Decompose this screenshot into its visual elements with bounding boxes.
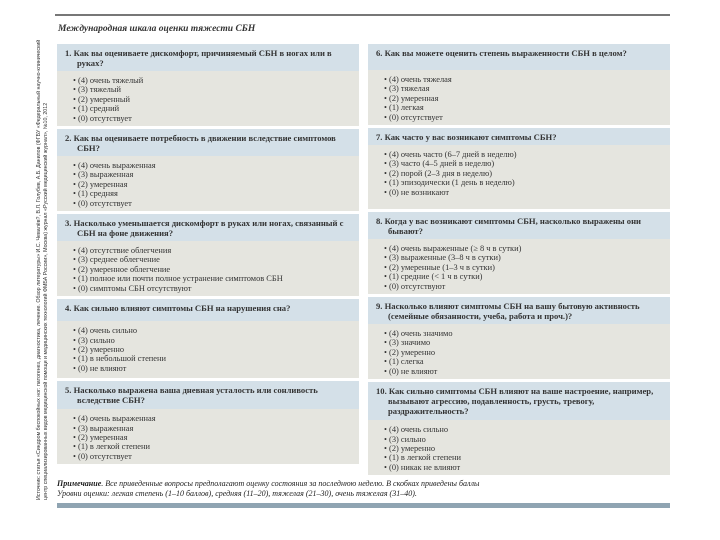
answer-option: • (0) отсутствует — [73, 199, 353, 208]
answer-option: • (2) умеренно — [384, 348, 664, 357]
question-text: 8. Когда у вас возникают симптомы СБН, насколько выражены они бывают? — [376, 216, 641, 237]
answer-list — [368, 145, 670, 209]
answer-option: • (2) умеренные (1–3 ч в сутки) — [384, 263, 664, 272]
answer-option: • (3) тяжелая — [384, 84, 664, 93]
question-block — [368, 128, 670, 209]
answer-option: • (1) средний — [73, 104, 353, 113]
answer-option: • (0) не влияют — [384, 367, 664, 376]
question-text: 10. Как сильно симптомы СБН влияют на ваше настроение, например, вызывают агрессию, подавленность, грусть, тревогу, раздражительность? — [376, 386, 654, 417]
question-block — [57, 299, 359, 378]
answer-option: • (2) умеренно — [384, 444, 664, 453]
question-header — [57, 381, 359, 409]
answer-option: • (4) очень значимо — [384, 329, 664, 338]
question-text: 3. Насколько уменьшается дискомфорт в руках или ногах, связанный с СБН на фоне движения? — [65, 218, 344, 239]
answer-option: • (4) очень тяжелый — [73, 76, 353, 85]
answer-option: • (3) среднее облегчение — [73, 255, 353, 264]
answer-option: • (1) легкая — [384, 103, 664, 112]
answer-option: • (4) очень выраженная — [73, 161, 353, 170]
note — [57, 479, 669, 499]
answer-option: • (0) не влияют — [73, 364, 353, 373]
question-header — [368, 382, 670, 420]
answer-option: • (4) очень часто (6–7 дней в неделю) — [384, 150, 664, 159]
question-block — [57, 214, 359, 296]
answer-option: • (4) очень сильно — [384, 425, 664, 434]
question-text: 1. Как вы оцениваете дискомфорт, причиняемый СБН в ногах или в руках? — [65, 48, 332, 68]
scale-table — [57, 44, 670, 508]
answer-option: • (1) средние (< 1 ч в сутки) — [384, 272, 664, 281]
question-text: 5. Насколько выражена ваша дневная усталость или сонливость вследствие СБН? — [65, 385, 318, 406]
answer-option: • (1) эпизодически (1 день в неделю) — [384, 178, 664, 187]
question-text: 6. Как вы можете оценить степень выраженности СБН в целом? — [376, 48, 627, 58]
answer-option: • (4) очень выраженные (≥ 8 ч в сутки) — [384, 244, 664, 253]
answer-option: • (0) отсутствуют — [384, 282, 664, 291]
page-title: Международная шкала оценки тяжести СБН — [58, 24, 256, 34]
answer-option: • (2) умеренное облегчение — [73, 265, 353, 274]
answer-list — [368, 70, 670, 125]
answer-option: • (0) не возникают — [384, 188, 664, 197]
answer-option: • (1) в легкой степени — [384, 453, 664, 462]
answer-list — [368, 420, 670, 475]
question-header — [57, 214, 359, 241]
question-block — [57, 129, 359, 211]
question-block — [57, 44, 359, 126]
answer-option: • (0) отсутствует — [384, 113, 664, 122]
question-header — [368, 212, 670, 239]
question-block — [368, 212, 670, 294]
top-rule — [55, 14, 670, 16]
question-block — [368, 44, 670, 125]
answer-option: • (2) умеренная — [73, 180, 353, 189]
answer-option: • (3) сильно — [384, 435, 664, 444]
answer-option: • (2) умеренно — [73, 345, 353, 354]
source-caption: Источник: статья «Синдром беспокойных ног: патогенез, диагностика, лечение. Обзор литературы» И.С. Чевалёв?, В.Л. Голубев, А.Б. Данилов (ФГБУ «Федеральный научно-клинический центр специализированных видов медицинской помощи и медицинских технологий ФМБА России», Москва) журнал «Русский медицинский журнал», №10, 2012 — [36, 39, 49, 500]
answer-option: • (1) в небольшой степени — [73, 354, 353, 363]
question-header — [368, 297, 670, 324]
question-text: 9. Насколько влияют симптомы СБН на вашу бытовую активность (семейные обязанности, учеба, работа и проч.)? — [376, 301, 640, 322]
answer-list — [368, 324, 670, 379]
question-block — [57, 381, 359, 464]
answer-option: • (4) очень сильно — [73, 326, 353, 335]
note-label: Примечание — [57, 479, 102, 489]
columns — [57, 44, 670, 478]
answer-option: • (4) очень тяжелая — [384, 75, 664, 84]
answer-option: • (3) тяжелый — [73, 85, 353, 94]
question-header — [368, 128, 670, 145]
answer-list — [57, 241, 359, 296]
note-line1: . Все приведенные вопросы предполагают оценку состояния за последнюю неделю. В скобках приведены баллы — [101, 479, 480, 489]
answer-option: • (3) выраженная — [73, 170, 353, 179]
answer-option: • (1) слегка — [384, 357, 664, 366]
answer-list — [57, 71, 359, 126]
answer-option: • (1) в легкой степени — [73, 442, 353, 451]
question-header — [57, 299, 359, 321]
question-header — [57, 44, 359, 71]
answer-option: • (3) выраженные (3–8 ч в сутки) — [384, 253, 664, 262]
answer-list — [57, 409, 359, 464]
question-text: 4. Как сильно влияют симптомы СБН на нарушения сна? — [65, 303, 291, 314]
answer-option: • (2) умеренная — [73, 433, 353, 442]
question-header — [368, 44, 670, 70]
answer-option: • (0) симптомы СБН отсутствуют — [73, 284, 353, 293]
right-column — [368, 44, 670, 478]
question-text: 2. Как вы оцениваете потребность в движении вследствие симптомов СБН? — [65, 133, 336, 154]
answer-list — [368, 239, 670, 294]
answer-list — [57, 156, 359, 211]
answer-option: • (1) полное или почти полное устранение симптомов СБН — [73, 274, 353, 283]
question-header — [57, 129, 359, 156]
answer-list — [57, 321, 359, 378]
question-text: 7. Как часто у вас возникают симптомы СБН? — [376, 132, 557, 143]
answer-option: • (3) выраженная — [73, 424, 353, 433]
answer-option: • (2) порой (2–3 дня в неделю) — [384, 169, 664, 178]
question-block — [368, 382, 670, 475]
answer-option: • (3) значимо — [384, 338, 664, 347]
left-column — [57, 44, 359, 467]
answer-option: • (0) отсутствует — [73, 114, 353, 123]
bottom-rule — [57, 503, 670, 508]
answer-option: • (0) никак не влияют — [384, 463, 664, 472]
answer-option: • (4) очень выраженная — [73, 414, 353, 423]
question-block — [368, 297, 670, 379]
answer-option: • (0) отсутствует — [73, 452, 353, 461]
answer-option: • (3) сильно — [73, 336, 353, 345]
answer-option: • (4) отсутствие облегчения — [73, 246, 353, 255]
answer-option: • (2) умеренная — [384, 94, 664, 103]
answer-option: • (2) умеренный — [73, 95, 353, 104]
answer-option: • (1) средняя — [73, 189, 353, 198]
note-line2: Уровни оценки: легкая степень (1–10 баллов), средняя (11–20), тяжелая (21–30), очень тяжелая (31–40). — [57, 489, 417, 499]
answer-option: • (3) часто (4–5 дней в неделю) — [384, 159, 664, 168]
